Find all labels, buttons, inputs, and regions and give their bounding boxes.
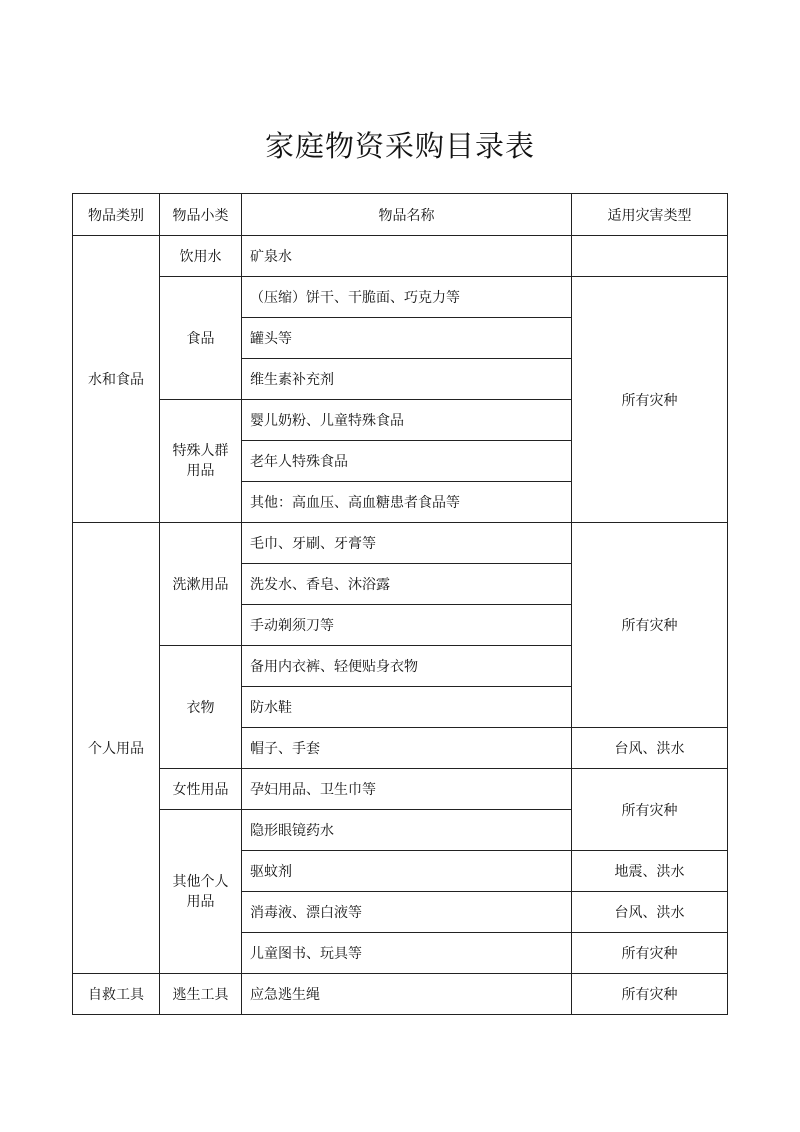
item-cell: 手动剃须刀等 (242, 605, 572, 646)
item-cell: 罐头等 (242, 318, 572, 359)
category-cell: 自救工具 (73, 974, 160, 1015)
item-cell: 维生素补充剂 (242, 359, 572, 400)
item-cell: 应急逃生绳 (242, 974, 572, 1015)
subcategory-cell (160, 810, 242, 974)
disaster-cell: 台风、洪水 (572, 892, 728, 933)
category-cell: 个人用品 (73, 523, 160, 974)
item-cell: 洗发水、香皂、沐浴露 (242, 564, 572, 605)
subcategory-line: 特殊人群 (172, 443, 229, 459)
item-cell: 帽子、手套 (242, 728, 572, 769)
item-cell: 老年人特殊食品 (242, 441, 572, 482)
disaster-cell: 所有灾种 (572, 769, 728, 851)
subcategory-cell: 饮用水 (160, 236, 242, 277)
disaster-cell: 台风、洪水 (572, 728, 728, 769)
disaster-cell: 所有灾种 (572, 933, 728, 974)
table-row (73, 236, 728, 277)
subcategory-cell: 逃生工具 (160, 974, 242, 1015)
item-cell: 孕妇用品、卫生巾等 (242, 769, 572, 810)
subcategory-cell: 洗漱用品 (160, 523, 242, 646)
header-subcategory: 物品小类 (160, 194, 242, 236)
table-row (73, 974, 728, 1015)
item-cell: 防水鞋 (242, 687, 572, 728)
disaster-cell: 所有灾种 (572, 277, 728, 523)
table-row (73, 769, 728, 810)
page-title: 家庭物资采购目录表 (264, 129, 535, 163)
subcategory-line: 用品 (186, 893, 215, 910)
table-row (73, 523, 728, 564)
header-category: 物品类别 (73, 194, 160, 236)
item-cell: 备用内衣裤、轻便贴身衣物 (242, 646, 572, 687)
item-cell: 儿童图书、玩具等 (242, 933, 572, 974)
procurement-table (72, 193, 728, 1015)
disaster-cell: 所有灾种 (572, 523, 728, 728)
subcategory-cell (160, 400, 242, 523)
disaster-cell: 所有灾种 (572, 974, 728, 1015)
disaster-cell: 地震、洪水 (572, 851, 728, 892)
subcategory-cell: 衣物 (160, 646, 242, 769)
subcategory-cell: 食品 (160, 277, 242, 400)
table-header-row (73, 194, 728, 236)
header-item-name: 物品名称 (242, 194, 572, 236)
item-cell: 驱蚊剂 (242, 851, 572, 892)
item-cell: 矿泉水 (242, 236, 572, 277)
item-cell: （压缩）饼干、干脆面、巧克力等 (242, 277, 572, 318)
subcategory-line: 其他个人 (172, 873, 229, 890)
subcategory-line: 用品 (186, 463, 215, 479)
disaster-cell (572, 236, 728, 277)
item-cell: 隐形眼镜药水 (242, 810, 572, 851)
item-cell: 婴儿奶粉、儿童特殊食品 (242, 400, 572, 441)
item-cell: 消毒液、漂白液等 (242, 892, 572, 933)
table-row (73, 277, 728, 318)
category-cell: 水和食品 (73, 236, 160, 523)
header-disaster-type: 适用灾害类型 (572, 194, 728, 236)
subcategory-cell: 女性用品 (160, 769, 242, 810)
item-cell: 其他：高血压、高血糖患者食品等 (242, 482, 572, 523)
item-cell: 毛巾、牙刷、牙膏等 (242, 523, 572, 564)
